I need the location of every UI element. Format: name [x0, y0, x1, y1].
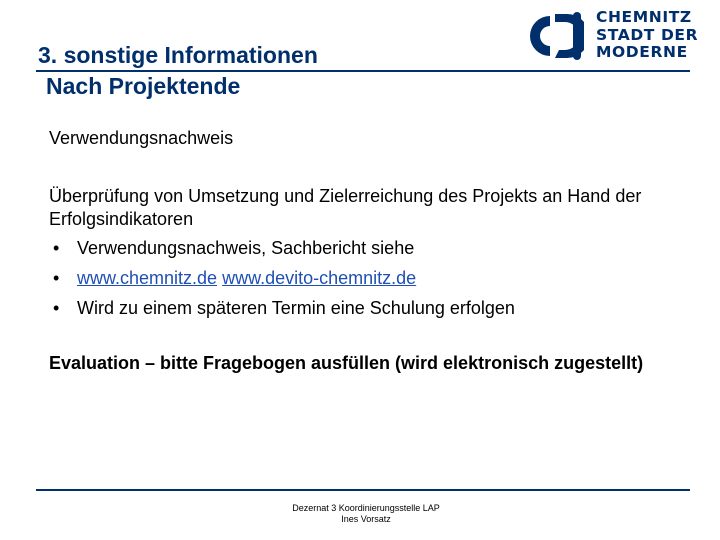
- list-item: [49, 296, 515, 326]
- footer: [250, 503, 482, 525]
- chemnitz-logo: [528, 8, 699, 64]
- section-heading: Verwendungsnachweis: [49, 128, 234, 148]
- bullet-icon: •: [53, 298, 60, 318]
- bullet-text: Verwendungsnachweis, Sachbericht siehe: [77, 238, 415, 258]
- list-item: [49, 266, 515, 296]
- footer-divider: [36, 489, 690, 491]
- list-item: [49, 236, 515, 266]
- footer-author: Ines Vorsatz: [341, 514, 391, 524]
- logo-line1: CHEMNITZ: [596, 8, 692, 26]
- chemnitz-link[interactable]: www.chemnitz.de: [77, 268, 218, 288]
- chemnitz-logo-mark-icon: [528, 8, 584, 64]
- paragraph-text: Überprüfung von Umsetzung und Zielerreichung des Projekts an Hand der Erfolgsindikatoren: [49, 186, 642, 229]
- slide-title-line1: 3. sonstige Informationen: [38, 42, 318, 68]
- bullet-text: Wird zu einem späteren Termin eine Schulung erfolgen: [77, 298, 515, 318]
- bullet-icon: •: [53, 268, 60, 288]
- slide-title-line2: Nach Projektende: [46, 73, 241, 99]
- devito-chemnitz-link[interactable]: www.devito-chemnitz.de: [222, 268, 417, 288]
- logo-wordmark: [596, 8, 699, 62]
- footer-department: Dezernat 3 Koordinierungsstelle LAP: [292, 503, 440, 513]
- bullet-list: [49, 236, 515, 326]
- logo-line2: STADT DER: [596, 25, 699, 44]
- bullet-icon: •: [53, 238, 60, 258]
- title-divider: [36, 70, 690, 72]
- logo-line3: MODERNE: [596, 43, 688, 61]
- evaluation-note: Evaluation – bitte Fragebogen ausfüllen (wird elektronisch zugestellt): [49, 353, 644, 373]
